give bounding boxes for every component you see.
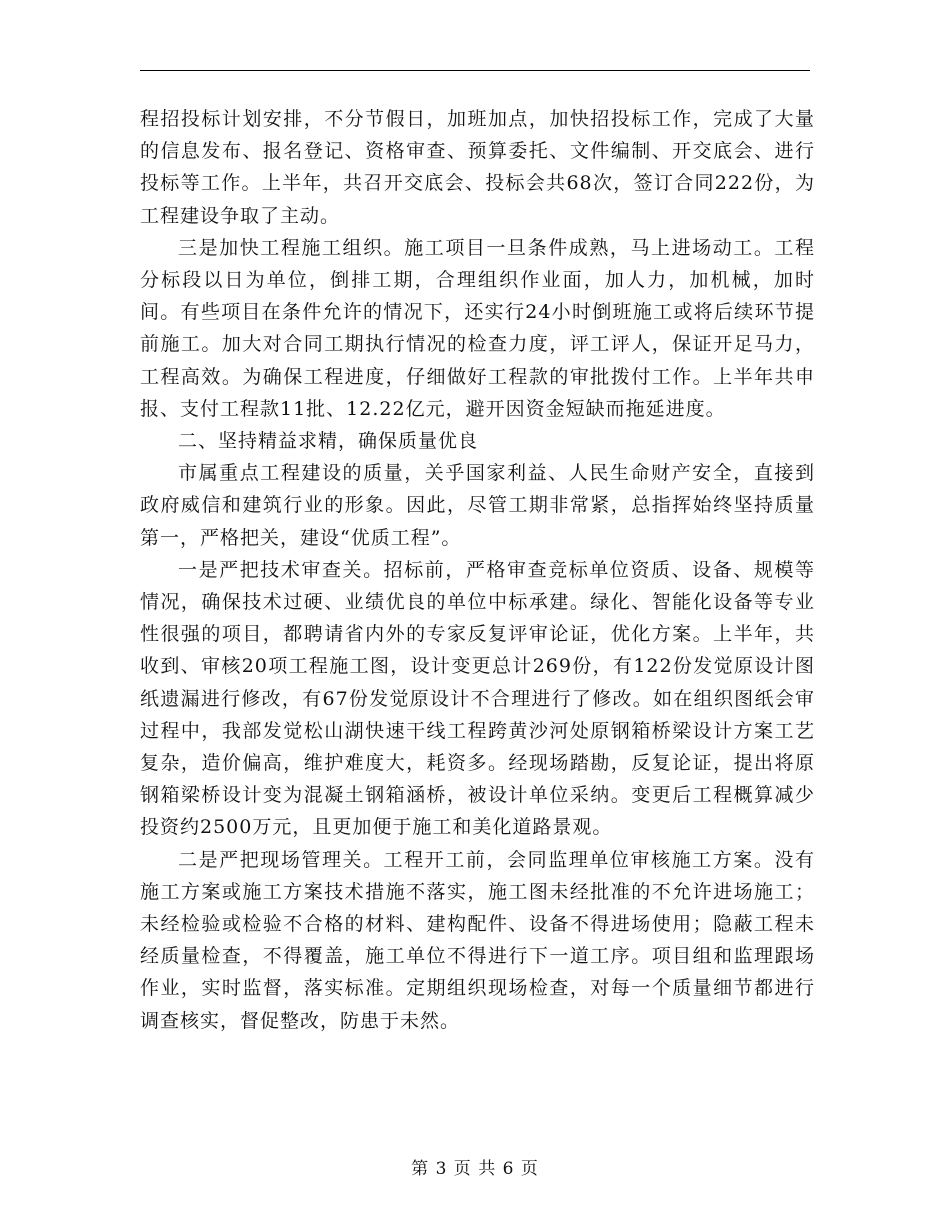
paragraph-site-management: 二是严把现场管理关。工程开工前，会同监理单位审核施工方案。没有施工方案或施工方案技术措施不落实，施工图未经批准的不允许进场施工；未经检验或检验不合格的材料、建构配件、设备不得进场使用；隐蔽工程未经质量检查，不得覆盖，施工单位不得进行下一道工序。项目组和监理跟场作业，实时监督，落实标准。定期组织现场检查，对每一个质量细节都进行调查核实，督促整改，防患于未然。: [140, 848, 815, 1032]
page-number-footer: 第 3 页 共 6 页: [411, 1159, 539, 1179]
document-body: [140, 103, 815, 1037]
paragraph-continued: 程招投标计划安排，不分节假日，加班加点，加快招投标工作，完成了大量的信息发布、报名登记、资格审查、预算委托、文件编制、开交底会、进行投标等工作。上半年，共召开交底会、投标会共68次，签订合同222份，为工程建设争取了主动。: [140, 108, 815, 227]
section-heading-quality: 二、坚持精益求精，确保质量优良: [178, 430, 479, 453]
paragraph-quality-intro: 市属重点工程建设的质量，关乎国家利益、人民生命财产安全，直接到政府威信和建筑行业的形象。因此，尽管工期非常紧，总指挥始终坚持质量第一，严格把关，建设“优质工程”。: [140, 462, 815, 549]
paragraph-technical-review: 一是严把技术审查关。招标前，严格审查竞标单位资质、设备、规模等情况，确保技术过硬、业绩优良的单位中标承建。绿化、智能化设备等专业性很强的项目，都聘请省内外的专家反复评审论证，优化方案。上半年，共收到、审核20项工程施工图，设计变更总计269份，有122份发觉原设计图纸遗漏进行修改，有67份发觉原设计不合理进行了修改。如在组织图纸会审过程中，我部发觉松山湖快速干线工程跨黄沙河处原钢箱桥梁设计方案工艺复杂，造价偏高，维护难度大，耗资多。经现场踏勘，反复论证，提出将原钢箱梁桥设计变为混凝土钢箱涵桥，被设计单位采纳。变更后工程概算减少投资约2500万元，且更加便于施工和美化道路景观。: [140, 558, 815, 839]
header-rule: [140, 70, 810, 71]
paragraph-construction-organization: 三是加快工程施工组织。施工项目一旦条件成熟，马上进场动工。工程分标段以日为单位，倒排工期，合理组织作业面，加人力，加机械，加时间。有些项目在条件允许的情况下，还实行24小时倒班施工或将后续环节提前施工。加大对合同工期执行情况的检查力度，评工评人，保证开足马力，工程高效。为确保工程进度，仔细做好工程款的审批拨付工作。上半年共申报、支付工程款11批、12.22亿元，避开因资金短缺而拖延进度。: [140, 236, 815, 420]
